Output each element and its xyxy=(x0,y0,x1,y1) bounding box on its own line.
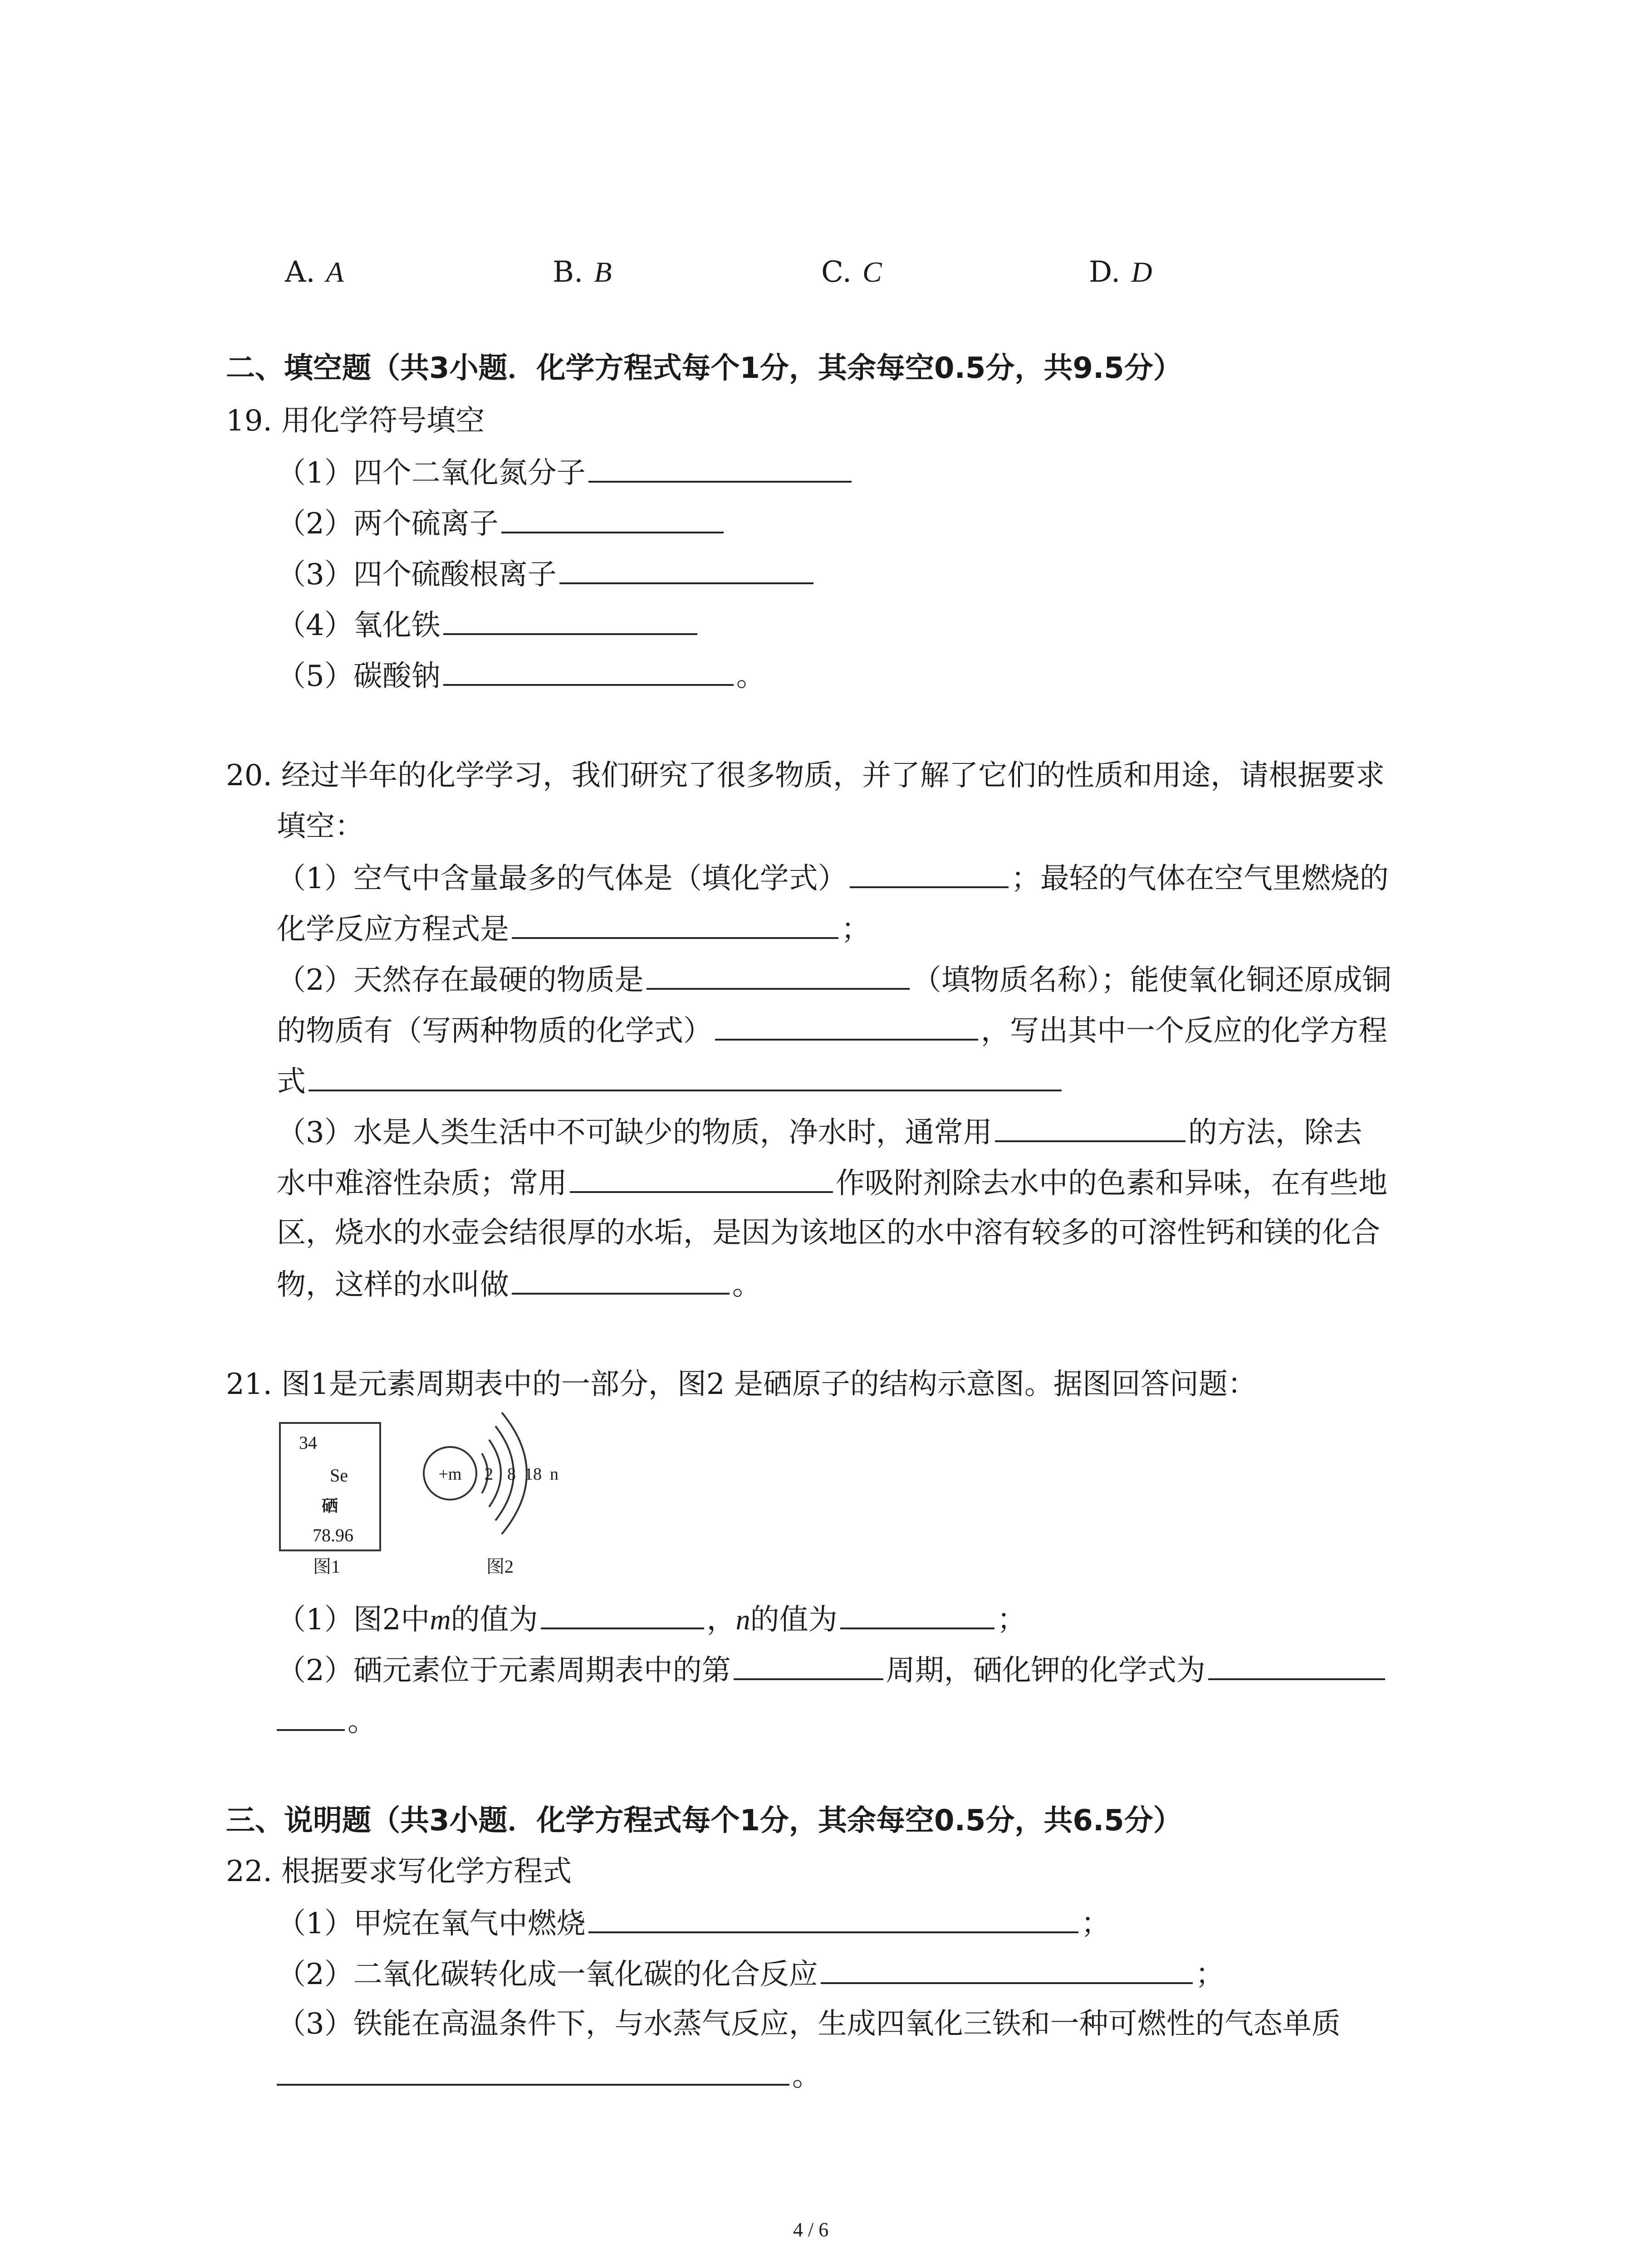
figure-1-label: 图1 xyxy=(313,1556,340,1577)
q20-p2-text-e: 式 xyxy=(277,1065,306,1099)
q20-p3-text-f: 物，这样的水叫做 xyxy=(277,1268,509,1302)
q20-p3-text-b: 的方法，除去 xyxy=(1188,1116,1362,1149)
q22-p1-blank[interactable] xyxy=(588,1904,1078,1933)
q20-p2-line-3 xyxy=(277,1062,1064,1100)
q21-p1-var-n: n xyxy=(735,1603,750,1636)
q19-p4-blank[interactable] xyxy=(443,606,697,635)
q21-p1-text-e: ； xyxy=(997,1603,1026,1637)
q20-p1-text-b: ；最轻的气体在空气里燃烧的 xyxy=(1011,862,1389,895)
q20-p3-blank-2[interactable] xyxy=(570,1164,833,1193)
option-c xyxy=(821,254,882,290)
q21-part-2-cont xyxy=(277,1702,377,1740)
q20-p3-blank-1[interactable] xyxy=(995,1113,1185,1142)
q21-p1-blank-1[interactable] xyxy=(541,1600,704,1629)
q20-p3-text-g: 。 xyxy=(732,1268,761,1302)
q21-p2-text-c: 。 xyxy=(348,1705,377,1738)
q19-part-4 xyxy=(277,606,700,644)
q20-p1-text-a: （1）空气中含量最多的气体是（填化学式） xyxy=(277,862,847,895)
q21-p1-var-m: m xyxy=(430,1603,451,1636)
q21-p2-text-b: 周期，硒化钾的化学式为 xyxy=(886,1654,1205,1687)
section-3-heading: 三、说明题（共3小题．化学方程式每个1分，其余每空0.5分，共6.5分） xyxy=(226,1804,1182,1838)
figure-2-label: 图2 xyxy=(486,1556,514,1577)
q19-part-2 xyxy=(277,504,726,542)
q21-p2-text-a: （2）硒元素位于元素周期表中的第 xyxy=(277,1654,731,1687)
q19-p3-blank[interactable] xyxy=(559,555,813,584)
q20-stem-line-1: 20. 经过半年的化学学习，我们研究了很多物质，并了解了它们的性质和用途，请根据要求 xyxy=(226,759,1385,792)
atomic-mass: 78.96 xyxy=(313,1525,353,1545)
q22-p2-blank[interactable] xyxy=(821,1955,1193,1984)
q20-p1-line-2 xyxy=(277,910,870,948)
option-d-letter: D xyxy=(1131,256,1152,288)
q19-part-3 xyxy=(277,555,816,593)
q22-p3-text-b: 。 xyxy=(792,2059,821,2093)
periodic-table-cell xyxy=(279,1422,381,1551)
q22-stem: 22. 根据要求写化学方程式 xyxy=(226,1855,572,1888)
q19-p1-blank[interactable] xyxy=(588,454,852,483)
q22-part-1 xyxy=(277,1904,1110,1942)
q21-p2-blank-2-cont[interactable] xyxy=(277,1702,345,1731)
q19-p5-blank[interactable] xyxy=(443,657,734,686)
atomic-number: 34 xyxy=(299,1432,317,1453)
q21-p2-blank-1[interactable] xyxy=(734,1651,883,1680)
q20-p2-line-1 xyxy=(277,961,1391,998)
q19-part-5 xyxy=(277,657,765,694)
q20-p2-text-d: ，写出其中一个反应的化学方程 xyxy=(981,1014,1387,1048)
q20-p3-line-4 xyxy=(277,1266,761,1303)
q20-p3-line-2 xyxy=(277,1164,1387,1202)
q20-p1-blank-2[interactable] xyxy=(512,910,838,939)
q19-p3-text: （3）四个硫酸根离子 xyxy=(277,558,557,591)
q21-p1-text-b: 的值为 xyxy=(451,1603,538,1637)
q20-p3-line-1 xyxy=(277,1113,1362,1151)
q21-p1-text-d: 的值为 xyxy=(750,1603,838,1637)
option-d-prefix: D. xyxy=(1089,255,1121,289)
option-d xyxy=(1089,254,1152,290)
q20-p3-line-3: 区，烧水的水壶会结很厚的水垢，是因为该地区的水中溶有较多的可溶性钙和镁的化合 xyxy=(277,1216,1380,1250)
q22-part-2 xyxy=(277,1955,1225,1993)
element-symbol: Se xyxy=(330,1465,348,1486)
q20-p3-text-c: 水中难溶性杂质；常用 xyxy=(277,1167,567,1200)
q21-p1-text-c: ， xyxy=(706,1603,736,1637)
q19-part-1 xyxy=(277,454,854,491)
q22-p2-text-a: （2）二氧化碳转化成一氧化碳的化合反应 xyxy=(277,1958,818,1991)
q19-p2-blank[interactable] xyxy=(501,504,724,533)
q21-part-2 xyxy=(277,1651,1388,1689)
q19-p1-text: （1）四个二氧化氮分子 xyxy=(277,456,586,490)
section-2-heading: 二、填空题（共3小题．化学方程式每个1分，其余每空0.5分，共9.5分） xyxy=(226,352,1182,385)
q22-p3-blank[interactable] xyxy=(277,2057,789,2086)
option-b xyxy=(553,254,612,290)
q21-part-1 xyxy=(277,1600,1026,1638)
q20-p3-blank-3[interactable] xyxy=(512,1266,730,1295)
shell-1-electrons: 2 xyxy=(485,1465,493,1484)
q20-p2-blank-3[interactable] xyxy=(309,1062,1062,1091)
option-c-letter: C xyxy=(862,256,882,288)
page-number: 4 / 6 xyxy=(793,2219,829,2241)
q20-p2-text-c: 的物质有（写两种物质的化学式） xyxy=(277,1014,712,1048)
q20-p1-blank-1[interactable] xyxy=(850,859,1009,888)
q19-p5-end: 。 xyxy=(736,660,765,693)
q22-p1-text-a: （1）甲烷在氧气中燃烧 xyxy=(277,1907,586,1941)
option-a-letter: A xyxy=(326,256,344,288)
option-a-prefix: A. xyxy=(285,255,315,289)
option-c-prefix: C. xyxy=(821,255,852,289)
atomic-structure-diagram xyxy=(417,1406,581,1556)
option-a xyxy=(285,254,344,290)
q20-p2-text-a: （2）天然存在最硬的物质是 xyxy=(277,963,644,997)
q21-p1-text-a: （1）图2中 xyxy=(277,1603,430,1637)
q20-p3-text-d: 作吸附剂除去水中的色素和异味，在有些地 xyxy=(836,1167,1387,1200)
q21-p2-blank-2[interactable] xyxy=(1208,1651,1385,1680)
q19-p5-text: （5）碳酸钠 xyxy=(277,660,441,693)
q20-p1-line-1 xyxy=(277,859,1389,897)
q20-p2-line-2 xyxy=(277,1012,1387,1049)
q22-p2-text-b: ； xyxy=(1195,1958,1225,1991)
q19-p4-text: （4）氧化铁 xyxy=(277,609,441,642)
q20-stem-line-2: 填空： xyxy=(277,810,364,843)
q20-p1-text-d: ； xyxy=(841,913,870,946)
q21-stem: 21. 图1是元素周期表中的一部分，图2 是硒原子的结构示意图。据图回答问题： xyxy=(226,1368,1257,1401)
q22-p1-text-b: ； xyxy=(1081,1907,1110,1941)
shell-4-electrons: n xyxy=(550,1465,558,1484)
q20-p3-text-a: （3）水是人类生活中不可缺少的物质，净水时，通常用 xyxy=(277,1116,992,1149)
q20-p2-blank-2[interactable] xyxy=(715,1012,978,1041)
shell-3-electrons: 18 xyxy=(524,1465,542,1484)
nucleus-charge: +m xyxy=(438,1465,462,1484)
option-b-letter: B xyxy=(594,256,612,288)
q20-p2-blank-1[interactable] xyxy=(647,961,910,990)
q20-p1-text-c: 化学反应方程式是 xyxy=(277,913,509,946)
element-name: 硒 xyxy=(322,1497,338,1515)
q21-p1-blank-2[interactable] xyxy=(840,1600,994,1629)
shell-2-electrons: 8 xyxy=(507,1465,516,1484)
q19-stem: 19. 用化学符号填空 xyxy=(226,404,485,438)
q19-p2-text: （2）两个硫离子 xyxy=(277,507,499,541)
q22-part-3: （3）铁能在高温条件下，与水蒸气反应，生成四氧化三铁和一种可燃性的气态单质 xyxy=(277,2007,1341,2041)
q22-part-3-cont xyxy=(277,2057,821,2094)
option-b-prefix: B. xyxy=(553,255,583,289)
q20-p2-text-b: （填物质名称）；能使氧化铜还原成铜 xyxy=(912,963,1391,997)
